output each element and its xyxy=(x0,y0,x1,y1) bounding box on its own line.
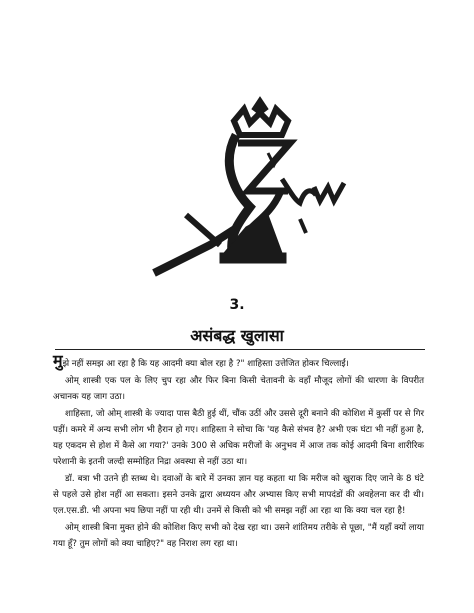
paragraph xyxy=(53,351,424,372)
chapter-title: असंबद्ध खुलासा xyxy=(190,326,284,345)
chapter-number: 3. xyxy=(229,297,245,313)
paragraph-text: झे नहीं समझ आ रहा है कि यह आदमी क्या बोल रहा है ?" शाहिस्ता उत्तेजित होकर चिल्लाईं। xyxy=(62,359,349,369)
chapter-emblem-icon xyxy=(150,95,350,280)
title-divider xyxy=(55,349,425,350)
chapter-body xyxy=(53,351,424,553)
paragraph: शाहिस्ता, जो ओम् शास्त्री के ज्यादा पास बैठी हुई थीं, चौंक उठीं और उससे दूरी बनाने की कोशिश में कुर्सी पर से गिर पड़ीं। कमरे में अन्य सभी लोग भी हैरान हो गए। शाहिस्ता ने सोचा कि 'यह कैसे संभव है? अभी एक घंटा भी नहीं हुआ है, यह एकदम से होश में कैसे आ गया?' उनके 300 से अधिक मरीजों के अनुभव में आज तक कोई आदमी बिना शारीरिक परेशानी के इतनी जल्दी सम्मोहित निद्रा अवस्था से नहीं उठा था। xyxy=(53,409,424,467)
paragraph: ओम् शास्त्री एक पल के लिए चुप रहा और फिर बिना किसी चेतावनी के वहाँ मौजूद लोगों की धारणा के विपरीत अचानक यह जाग उठा। xyxy=(53,376,424,402)
paragraph: डॉ. बत्रा भी उतने ही स्तब्ध थे। दवाओं के बारे में उनका ज्ञान यह कहता था कि मरीज को खुराक दिए जाने के 8 घंटे से पहले उसे होश नहीं आ सकता। इसने उनके द्वारा अध्ययन और अभ्यास किए सभी मापदंडों की अवहेलना कर दी थी। एल.एस.डी. भी अपना भय छिपा नहीं पा रही थी। उनमें से किसी को भी समझ नहीं आ रहा था कि क्या चल रहा है! xyxy=(53,474,424,516)
drop-cap: मु xyxy=(53,351,63,370)
paragraph: ओम् शास्त्री बिना मुक्त होने की कोशिश किए सभी को देख रहा था। उसने शांतिमय तरीके से पूछा, "मैं यहाँ क्यों लाया गया हूँ? तुम लोगों को क्या चाहिए?" वह निराश लग रहा था। xyxy=(53,523,424,549)
